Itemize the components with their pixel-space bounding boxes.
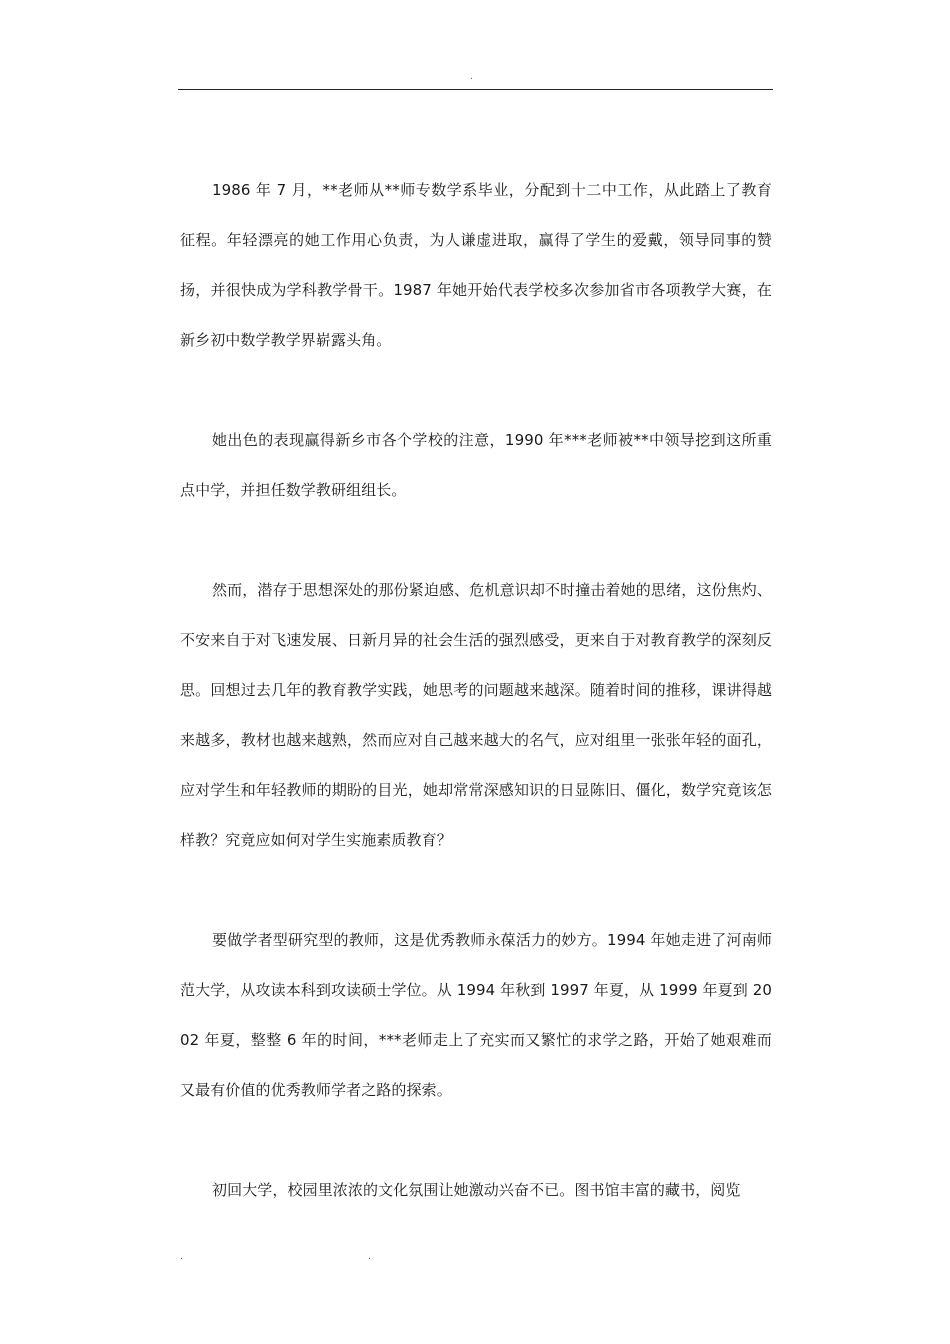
footer-left-mark: . [180,1252,183,1262]
footer-mid-mark: . [368,1252,371,1262]
paragraph-gap [180,365,772,415]
document-body [180,165,772,1215]
paragraph-gap [180,865,772,915]
header-mark: . [470,72,473,82]
paragraph-2: 她出色的表现赢得新乡市各个学校的注意，1990 年***老师被**中领导挖到这所重点中学，并担任数学教研组组长。 [180,431,772,499]
paragraph-1: 1986 年 7 月，**老师从**师专数学系毕业，分配到十二中工作，从此踏上了教育征程。年轻漂亮的她工作用心负责，为人谦虚进取，赢得了学生的爱戴，领导同事的赞扬，并很快成为学科教学骨干。1987 年她开始代表学校多次参加省市各项教学大赛，在新乡初中数学教学界崭露头角。 [180,181,772,349]
paragraph-5: 初回大学，校园里浓浓的文化氛围让她激动兴奋不已。图书馆丰富的藏书，阅览 [212,1181,741,1199]
paragraph-4: 要做学者型研究型的教师，这是优秀教师永葆活力的妙方。1994 年她走进了河南师范大学，从攻读本科到攻读硕士学位。从 1994 年秋到 1997 年夏，从 1999 年夏到 2002 年夏，整整 6 年的时间，***老师走上了充实而又繁忙的求学之路，开始了她艰难而又最有价值的优秀教师学者之路的探索。 [180,931,772,1099]
paragraph-gap [180,515,772,565]
header-rule [178,89,773,90]
paragraph-gap [180,1115,772,1165]
paragraph-3: 然而，潜存于思想深处的那份紧迫感、危机意识却不时撞击着她的思绪，这份焦灼、不安来自于对飞速发展、日新月异的社会生活的强烈感受，更来自于对教育教学的深刻反思。回想过去几年的教育教学实践，她思考的问题越来越深。随着时间的推移，课讲得越来越多，教材也越来越熟，然而应对自己越来越大的名气，应对组里一张张年轻的面孔，应对学生和年轻教师的期盼的目光，她却常常深感知识的日显陈旧、僵化，数学究竟该怎样教？究竟应如何对学生实施素质教育？ [180,581,772,849]
